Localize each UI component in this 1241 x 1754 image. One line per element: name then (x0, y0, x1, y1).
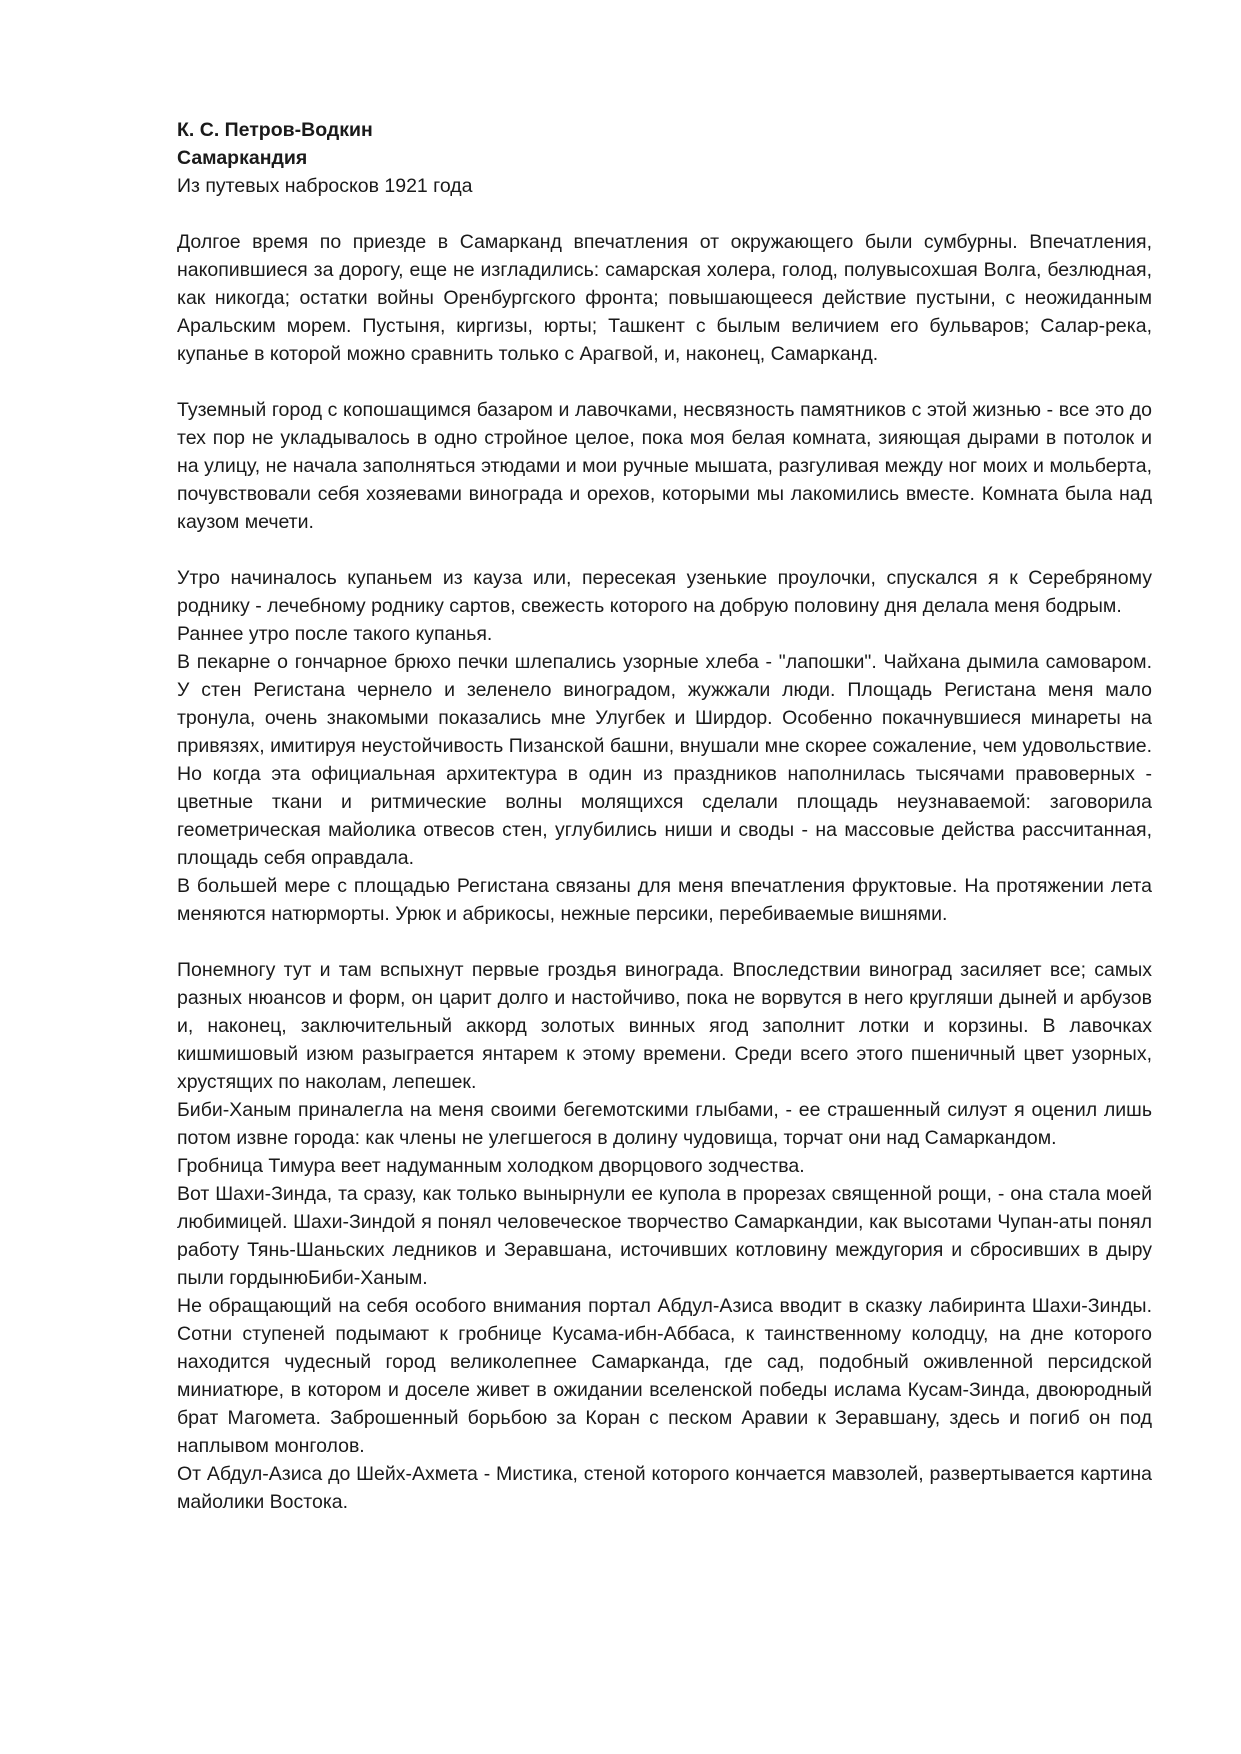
paragraph: Утро начиналось купаньем из кауза или, пересекая узенькие проулочки, спускался я к Серебряному роднику - лечебному роднику сартов, свежесть которого на добрую половину дня делала меня бодрым. (177, 567, 1152, 617)
section-gap (177, 928, 1152, 956)
section-2 (177, 396, 1152, 536)
section-gap (177, 200, 1152, 228)
paragraph: В большей мере с площадью Регистана связаны для меня впечатления фруктовые. На протяжении лета меняются натюрморты. Урюк и абрикосы, нежные персики, перебиваемые вишнями. (177, 875, 1152, 925)
section-4 (177, 956, 1152, 1516)
paragraph: Гробница Тимура веет надуманным холодком дворцового зодчества. (177, 1155, 805, 1177)
author-name: К. С. Петров-Водкин (177, 119, 373, 141)
paragraph: Вот Шахи-Зинда, та сразу, как только вынырнули ее купола в прорезах священной рощи, - она стала моей любимицей. Шахи-Зиндой я понял человеческое творчество Самаркандии, как высотами Чупан-аты понял работу Тянь-Шаньских ледников и Зеравшана, источивших котловину междугория и сбросивших в дыру пыли гордынюБиби-Ханым. (177, 1183, 1152, 1289)
section-gap (177, 368, 1152, 396)
paragraph: Туземный город с копошащимся базаром и лавочками, несвязность памятников с этой жизнью - все это до тех пор не укладывалось в одно стройное целое, пока моя белая комната, зияющая дырами в потолок и на улицу, не начала заполняться этюдами и мои ручные мышата, разгуливая между ног моих и мольберта, почувствовали себя хозяевами винограда и орехов, которыми мы лакомились вместе. Комната была над каузом мечети. (177, 399, 1152, 533)
section-1 (177, 228, 1152, 368)
document-page (177, 116, 1152, 1516)
paragraph: Не обращающий на себя особого внимания портал Абдул-Азиса вводит в сказку лабиринта Шахи-Зинды. Сотни ступеней подымают к гробнице Кусама-ибн-Аббаса, к таинственному колодцу, на дне которого находится чудесный город великолепнее Самарканда, где сад, подобный оживленной персидской миниатюре, в котором и доселе живет в ожидании вселенской победы ислама Кусам-Зинда, двоюродный брат Магомета. Заброшенный борьбою за Коран с песком Аравии к Зеравшану, здесь и погиб он под наплывом монголов. (177, 1295, 1152, 1457)
paragraph: Биби-Ханым приналегла на меня своими бегемотскими глыбами, - ее страшенный силуэт я оценил лишь потом извне города: как члены не улегшегося в долину чудовища, торчат они над Самаркандом. (177, 1099, 1152, 1149)
document-title: Самаркандия (177, 147, 308, 169)
section-gap (177, 536, 1152, 564)
paragraph: В пекарне о гончарное брюхо печки шлепались узорные хлеба - "лапошки". Чайхана дымила самоваром. У стен Регистана чернело и зеленело виноградом, жужжали люди. Площадь Регистана меня мало тронула, очень знакомыми показались мне Улугбек и Ширдор. Особенно покачнувшиеся минареты на привязях, имитируя неустойчивость Пизанской башни, внушали мне скорее сожаление, чем удовольствие. Но когда эта официальная архитектура в один из праздников наполнилась тысячами правоверных - цветные ткани и ритмические волны молящихся сделали площадь неузнаваемой: заговорила геометрическая майолика отвесов стен, углубились ниши и своды - на массовые действа рассчитанная, площадь себя оправдала. (177, 651, 1152, 869)
paragraph: От Абдул-Азиса до Шейх-Ахмета - Мистика, стеной которого кончается мавзолей, развертывается картина майолики Востока. (177, 1463, 1152, 1513)
paragraph: Долгое время по приезде в Самарканд впечатления от окружающего были сумбурны. Впечатления, накопившиеся за дорогу, еще не изгладились: самарская холера, голод, полувысохшая Волга, безлюдная, как никогда; остатки войны Оренбургского фронта; повышающееся действие пустыни, с неожиданным Аральским морем. Пустыня, киргизы, юрты; Ташкент с былым величием его бульваров; Салар-река, купанье в которой можно сравнить только с Арагвой, и, наконец, Самарканд. (177, 231, 1152, 365)
document-subtitle: Из путевых набросков 1921 года (177, 175, 473, 197)
section-3 (177, 564, 1152, 928)
paragraph: Раннее утро после такого купанья. (177, 623, 493, 645)
paragraph: Понемногу тут и там вспыхнут первые гроздья винограда. Впоследствии виноград засиляет все; самых разных нюансов и форм, он царит долго и настойчиво, пока не ворвутся в него кругляши дыней и арбузов и, наконец, заключительный аккорд золотых винных ягод заполнит лотки и корзины. В лавочках кишмишовый изюм разыграется янтарем к этому времени. Среди всего этого пшеничный цвет узорных, хрустящих по наколам, лепешек. (177, 959, 1152, 1093)
